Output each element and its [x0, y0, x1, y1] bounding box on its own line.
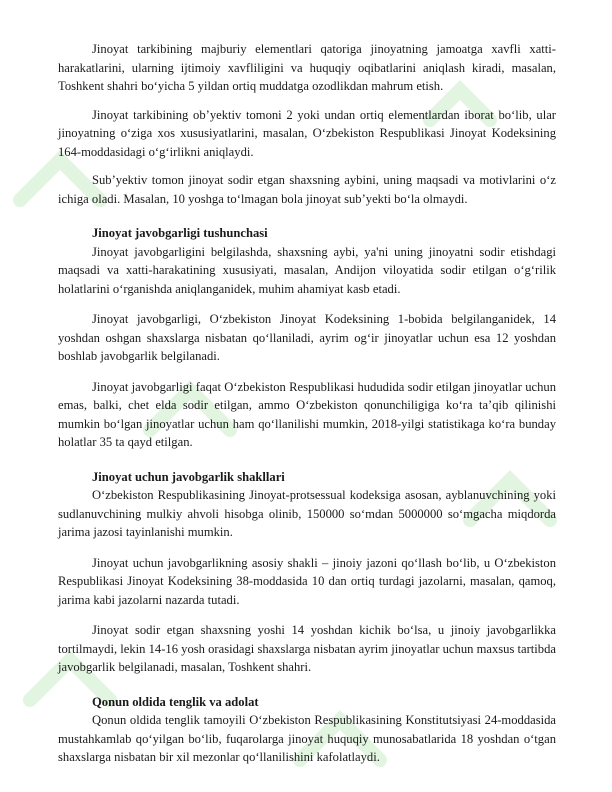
paragraph: Jinoyat tarkibining majburiy elementlari qatoriga jinoyatning jamoatga xavfli xatti-harakatlarini, ularning ijtimoiy xavfliligini va huquqiy oqibatlarini aniqlash kiradi, masalan, Toshkent shahri bo‘yicha 5 yildan ortiq muddatga ozodlikdan mahrum etish. [58, 42, 556, 93]
paragraph: Jinoyat javobgarligi faqat O‘zbekiston Respublikasi hududida sodir etilgan jinoyatlar uchun emas, balki, chet elda sodir etilgan, ammo O‘zbekiston qonunchiligiga ko‘ra ta’qib qilinishi mumkin bo‘lgan jinoyatlar uchun ham qo‘llanilishi mumkin, 2018-yilgi statistikaga ko‘ra bunday holatlar 35 ta qayd etilgan. [58, 379, 556, 449]
paragraph: Qonun oldida tenglik tamoyili O‘zbekiston Respublikasining Konstitutsiyasi 24-moddasida mustahkamlab qo‘yilgan bo‘lib, fuqarolarga jinoyat huquqiy munosabatlarida 18 yoshdan o‘tgan shaxslarga nisbatan bir xil mezonlar qo‘llanilishini kafolatlaydi. [58, 713, 556, 764]
section-heading: Qonun oldida tenglik va adolat [92, 694, 259, 709]
paragraph: Jinoyat javobgarligini belgilashda, shaxsning aybi, ya'ni uning jinoyatni sodir etishdagi maqsadi va xatti-harakatining xususiyati, masalan, Andijon viloyatida sodir etilgan o‘g‘rilik holatlarini o‘rganishda aniqlanganidek, muhim ahamiyat kasb etadi. [58, 244, 556, 296]
paragraph: Sub’yektiv tomon jinoyat sodir etgan shaxsning aybini, uning maqsadi va motivlarini o‘z ichiga oladi. Masalan, 10 yoshga to‘lmagan bola jinoyat sub’yekti bo‘la olmaydi. [58, 173, 556, 206]
section-heading: Jinoyat uchun javobgarlik shakllari [92, 469, 285, 484]
paragraph: Jinoyat tarkibining ob’yektiv tomoni 2 yoki undan ortiq elementlardan iborat bo‘lib, ular jinoyatning o‘ziga xos xususiyatlarini, masalan, O‘zbekiston Respublikasi Jinoyat Kodeksining 164-moddasidagi o‘g‘irlikni aniqlaydi. [58, 107, 556, 159]
paragraph: Jinoyat sodir etgan shaxsning yoshi 14 yoshdan kichik bo‘lsa, u jinoiy javobgarlikka tortilmaydi, lekin 14-16 yosh orasidagi shaxslarga nisbatan ayrim jinoyatlar uchun maxsus tartibda javobgarlik belgilanadi, masalan, Toshkent shahri. [58, 623, 556, 674]
paragraph: O‘zbekiston Respublikasining Jinoyat-protsessual kodeksiga asosan, ayblanuvchining yoki sudlanuvchining mulkiy ahvoli hisobga olinib, 150000 so‘mdan 5000000 so‘mgacha miqdorda jarima jazosi tayinlanishi mumkin. [58, 488, 556, 539]
section-heading: Jinoyat javobgarligi tushunchasi [92, 226, 268, 240]
paragraph: Jinoyat javobgarligi, O‘zbekiston Jinoyat Kodeksining 1-bobida belgilanganidek, 14 yoshdan oshgan shaxslarga nisbatan qo‘llaniladi, ayrim og‘ir jinoyatlar uchun esa 12 yoshdan boshlab javobgarlik belgilanadi. [58, 312, 556, 363]
paragraph: Jinoyat uchun javobgarlikning asosiy shakli – jinoiy jazoni qo‘llash bo‘lib, u O‘zbekiston Respublikasi Jinoyat Kodeksining 38-moddasida 10 dan ortiq turdagi jazolarni, masalan, qamoq, jarima kabi jazolarni nazarda tutadi. [58, 555, 556, 607]
